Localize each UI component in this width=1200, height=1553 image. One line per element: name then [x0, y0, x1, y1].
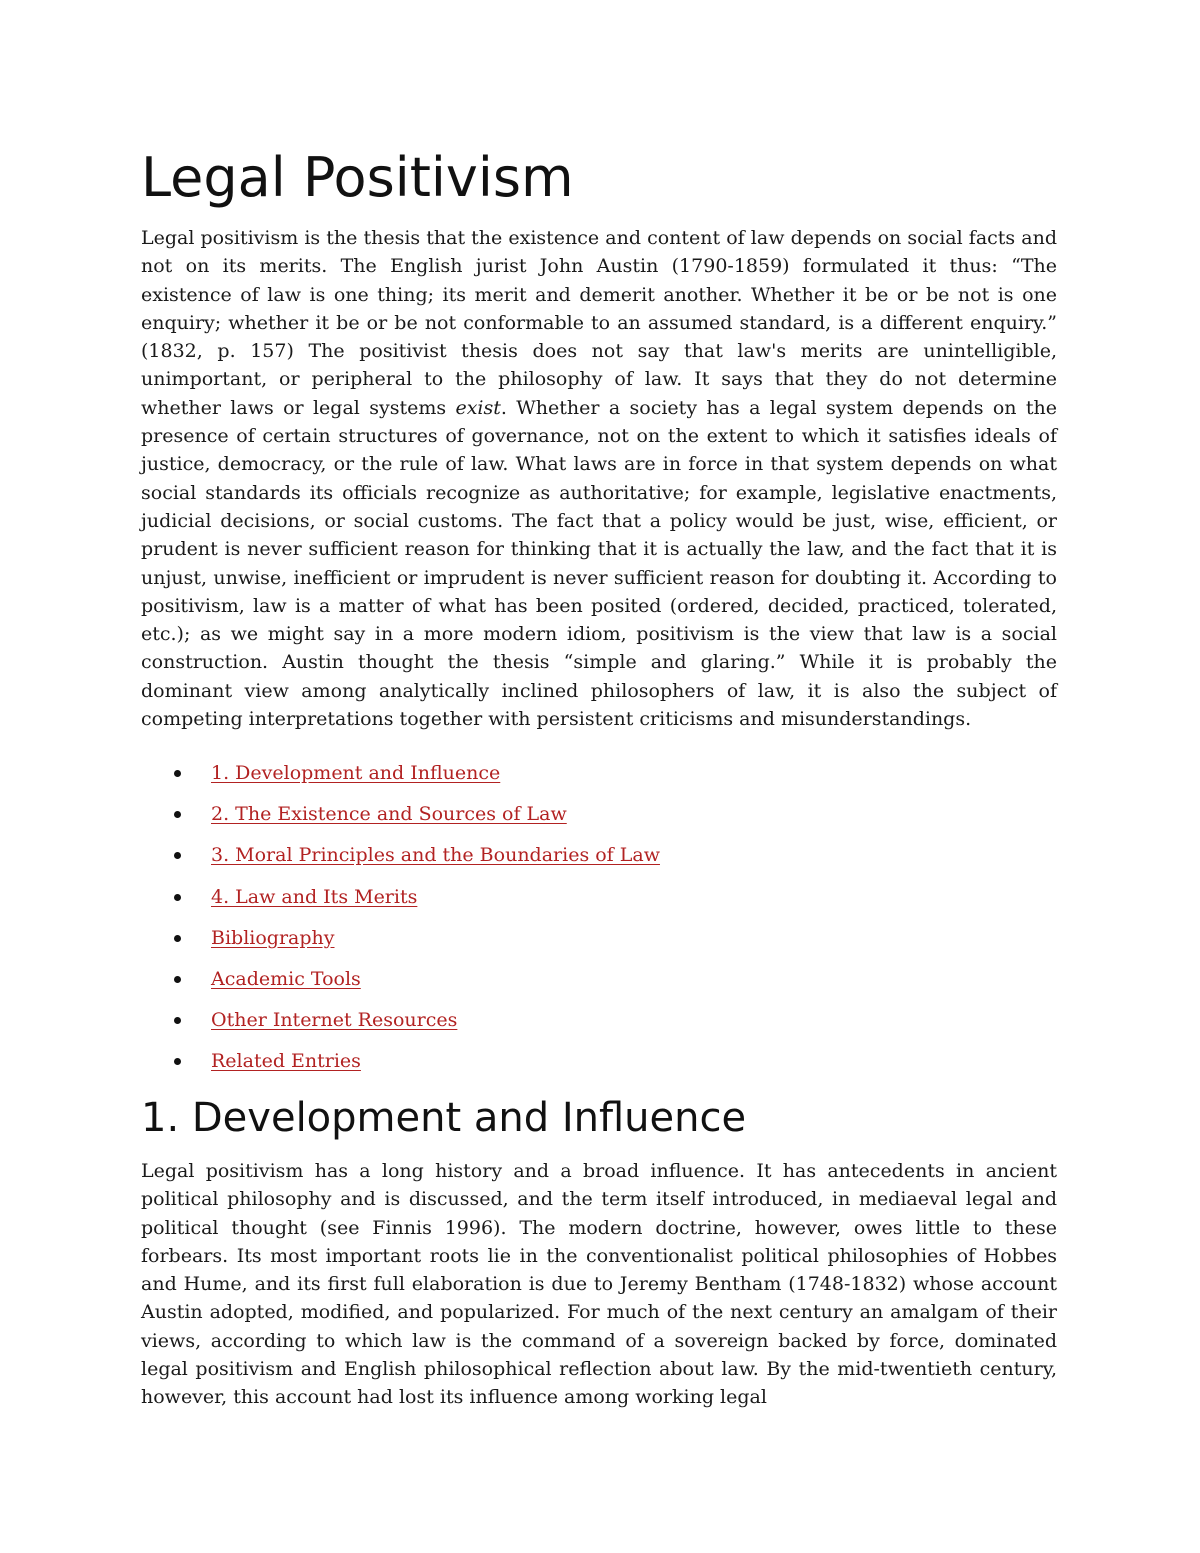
intro-text-part-2: . Whether a society has a legal system depends on the presence of certain structures of governance, not on the extent to which it satisfies ideals of justice, democracy, or the rule of law. What laws are in force in that system depends on what social standards its officials recognize as authoritative; for example, legislative enactments, judicial decisions, or social customs. The fact that a policy would be just, wise, efficient, or prudent is never sufficient reason for thinking that it is actually the law, and the fact that it is unjust, unwise, inefficient or imprudent is never sufficient reason for doubting it. According to positivism, law is a matter of what has been posited (ordered, decided, practiced, tolerated, etc.); as we might say in a more modern idiom, positivism is the view that law is a social construction. Austin thought the thesis “simple and glaring.” While it is probably the dominant view among analytically inclined philosophers of law, it is also the subject of competing interpretations together with persistent criticisms and misunderstandings. [141, 396, 1057, 731]
intro-paragraph [141, 224, 1057, 733]
section-1-paragraph: Legal positivism has a long history and a broad influence. It has antecedents in ancient political philosophy and is discussed, and the term itself introduced, in mediaeval legal and political thought (see Finnis 1996). The modern doctrine, however, owes little to these forbears. Its most important roots lie in the conventionalist political philosophies of Hobbes and Hume, and its first full elaboration is due to Jeremy Bentham (1748-1832) whose account Austin adopted, modified, and popularized. For much of the next century an amalgam of their views, according to which law is the command of a sovereign backed by force, dominated legal positivism and English philosophical reflection about law. By the mid-twentieth century, however, this account had lost its influence among working legal [141, 1160, 1057, 1409]
bullet-icon [174, 976, 181, 983]
bullet-icon [174, 1017, 181, 1024]
toc-item [141, 964, 1057, 1005]
toc-item [141, 840, 1057, 881]
section-1-heading: 1. Development and Influence [141, 1095, 747, 1141]
bullet-icon [174, 770, 181, 777]
bullet-icon [174, 852, 181, 859]
toc-link-moral-principles[interactable]: 3. Moral Principles and the Boundaries of Law [211, 844, 660, 867]
intro-text-part-1: Legal positivism is the thesis that the existence and content of law depends on social facts and not on its merits. The English jurist John Austin (1790-1859) formulated it thus: “The existence of law is one thing; its merit and demerit another. Whether it be or be not is one enquiry; whether it be or be not conformable to an assumed standard, is a different enquiry.” (1832, p. 157) The positivist thesis does not say that law's merits are unintelligible, unimportant, or peripheral to the philosophy of law. It says that they do not determine whether laws or legal systems [141, 227, 1057, 419]
toc-item [141, 1046, 1057, 1087]
toc-link-development[interactable]: 1. Development and Influence [211, 762, 501, 784]
toc-link-law-merits[interactable]: 4. Law and Its Merits [211, 885, 418, 908]
intro-emphasis: exist [455, 396, 501, 419]
toc-item [141, 923, 1057, 964]
bullet-icon [174, 811, 181, 818]
toc-link-academic-tools[interactable]: Academic Tools [211, 967, 361, 990]
toc-link-internet-resources[interactable]: Other Internet Resources [211, 1009, 458, 1032]
toc-item [141, 1005, 1057, 1046]
toc-link-existence-sources[interactable]: 2. The Existence and Sources of Law [211, 803, 567, 826]
toc-link-bibliography[interactable]: Bibliography [211, 926, 335, 949]
table-of-contents [141, 758, 1057, 1088]
toc-link-related-entries[interactable]: Related Entries [211, 1050, 361, 1073]
bullet-icon [174, 1058, 181, 1065]
toc-item [141, 758, 1057, 799]
bullet-icon [174, 894, 181, 901]
bullet-icon [174, 935, 181, 942]
page-title: Legal Positivism [141, 146, 574, 209]
toc-item [141, 882, 1057, 923]
toc-item [141, 799, 1057, 840]
